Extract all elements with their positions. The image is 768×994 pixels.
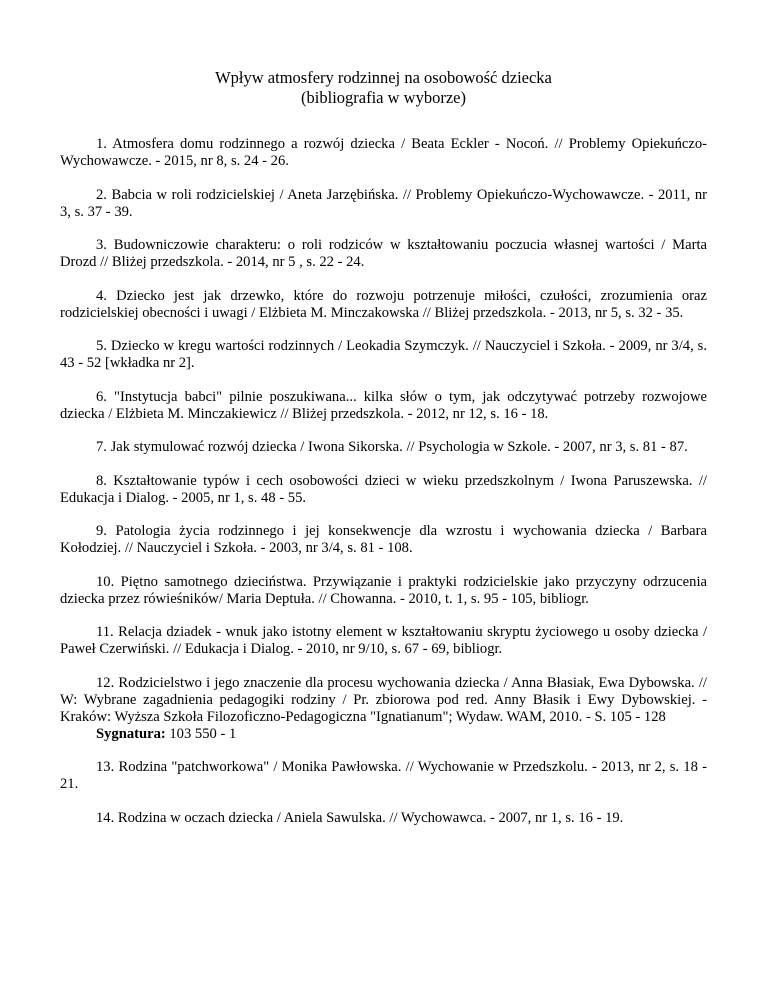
bibliography-entry: 3. Budowniczowie charakteru: o roli rodziców w kształtowaniu poczucia własnej wartości / Marta Drozd // Bliżej przedszkola. - 2014, nr 5 , s. 22 - 24. <box>60 237 707 270</box>
signature-line <box>60 726 707 743</box>
bibliography-entry: 9. Patologia życia rodzinnego i jej konsekwencje dla wzrostu i wychowania dziecka / Barbara Kołodziej. // Nauczyciel i Szkoła. - 2003, nr 3/4, s. 81 - 108. <box>60 523 707 556</box>
document-title <box>60 68 707 108</box>
bibliography-entry: 8. Kształtowanie typów i cech osobowości dzieci w wieku przedszkolnym / Iwona Paruszewska. // Edukacja i Dialog. - 2005, nr 1, s. 48 - 55. <box>60 472 707 506</box>
signature-label: Sygnatura: <box>96 725 166 742</box>
bibliography-entry: 2. Babcia w roli rodzicielskiej / Aneta Jarzębińska. // Problemy Opiekuńczo-Wychowawcze. - 2011, nr 3, s. 37 - 39. <box>60 186 707 220</box>
bibliography-entry: 10. Piętno samotnego dzieciństwa. Przywiązanie i praktyki rodzicielskie jako przyczyny odrzucenia dziecka przez rówieśników/ Maria Deptuła. // Chowanna. - 2010, t. 1, s. 95 - 105, bibliogr. <box>60 573 707 607</box>
bibliography-entry-text: 12. Rodzicielstwo i jego znaczenie dla procesu wychowania dziecka / Anna Błasiak, Ewa Dybowska. // W: Wybrane zagadnienia pedagogiki rodziny / Pr. zbiorowa pod red. Anny Błasik i Ewy Dybowskiej. - Kraków: Wyższa Szkoła Filozoficzno-Pedagogiczna "Ignatianum"; Wydaw. WAM, 2010. - S. 105 - 128 <box>60 674 707 725</box>
bibliography-entry: 11. Relacja dziadek - wnuk jako istotny element w kształtowaniu skryptu życiowego u osoby dziecka / Paweł Czerwiński. // Edukacja i Dialog. - 2010, nr 9/10, s. 67 - 69, bibliogr. <box>60 624 707 657</box>
bibliography-entry: 1. Atmosfera domu rodzinnego a rozwój dziecka / Beata Eckler - Nocoń. // Problemy Opiekuńczo-Wychowawcze. - 2015, nr 8, s. 24 - 26. <box>60 136 707 169</box>
title-line-1: Wpływ atmosfery rodzinnej na osobowość dziecka <box>215 68 552 87</box>
bibliography-entry: 13. Rodzina "patchworkowa" / Monika Pawłowska. // Wychowanie w Przedszkolu. - 2013, nr 2, s. 18 - 21. <box>60 759 707 792</box>
signature-value: 103 550 - 1 <box>165 725 237 742</box>
bibliography-entry: 4. Dziecko jest jak drzewko, które do rozwoju potrzenuje miłości, czułości, zrozumienia oraz rodzicielskiej obecności i uwagi / Elżbieta M. Minczakowska // Bliżej przedszkola. - 2013, nr 5, s. 32 - 35. <box>60 287 707 321</box>
bibliography-list <box>60 136 707 827</box>
bibliography-entry: 6. "Instytucja babci" pilnie poszukiwana... kilka słów o tym, jak odczytywać potrzeby rozwojowe dziecka / Elżbieta M. Minczakiewicz // Bliżej przedszkola. - 2012, nr 12, s. 16 - 18. <box>60 388 707 422</box>
bibliography-entry: 14. Rodzina w oczach dziecka / Aniela Sawulska. // Wychowawca. - 2007, nr 1, s. 16 - 19. <box>96 809 624 826</box>
bibliography-entry: 7. Jak stymulować rozwój dziecka / Iwona Sikorska. // Psychologia w Szkole. - 2007, nr 3, s. 81 - 87. <box>96 439 688 455</box>
document-page <box>60 68 707 843</box>
title-line-2: (bibliografia w wyborze) <box>301 88 466 107</box>
bibliography-entry-with-signature <box>60 675 707 743</box>
bibliography-entry: 5. Dziecko w kregu wartości rodzinnych / Leokadia Szymczyk. // Nauczyciel i Szkoła. - 2009, nr 3/4, s. 43 - 52 [wkładka nr 2]. <box>60 338 707 371</box>
